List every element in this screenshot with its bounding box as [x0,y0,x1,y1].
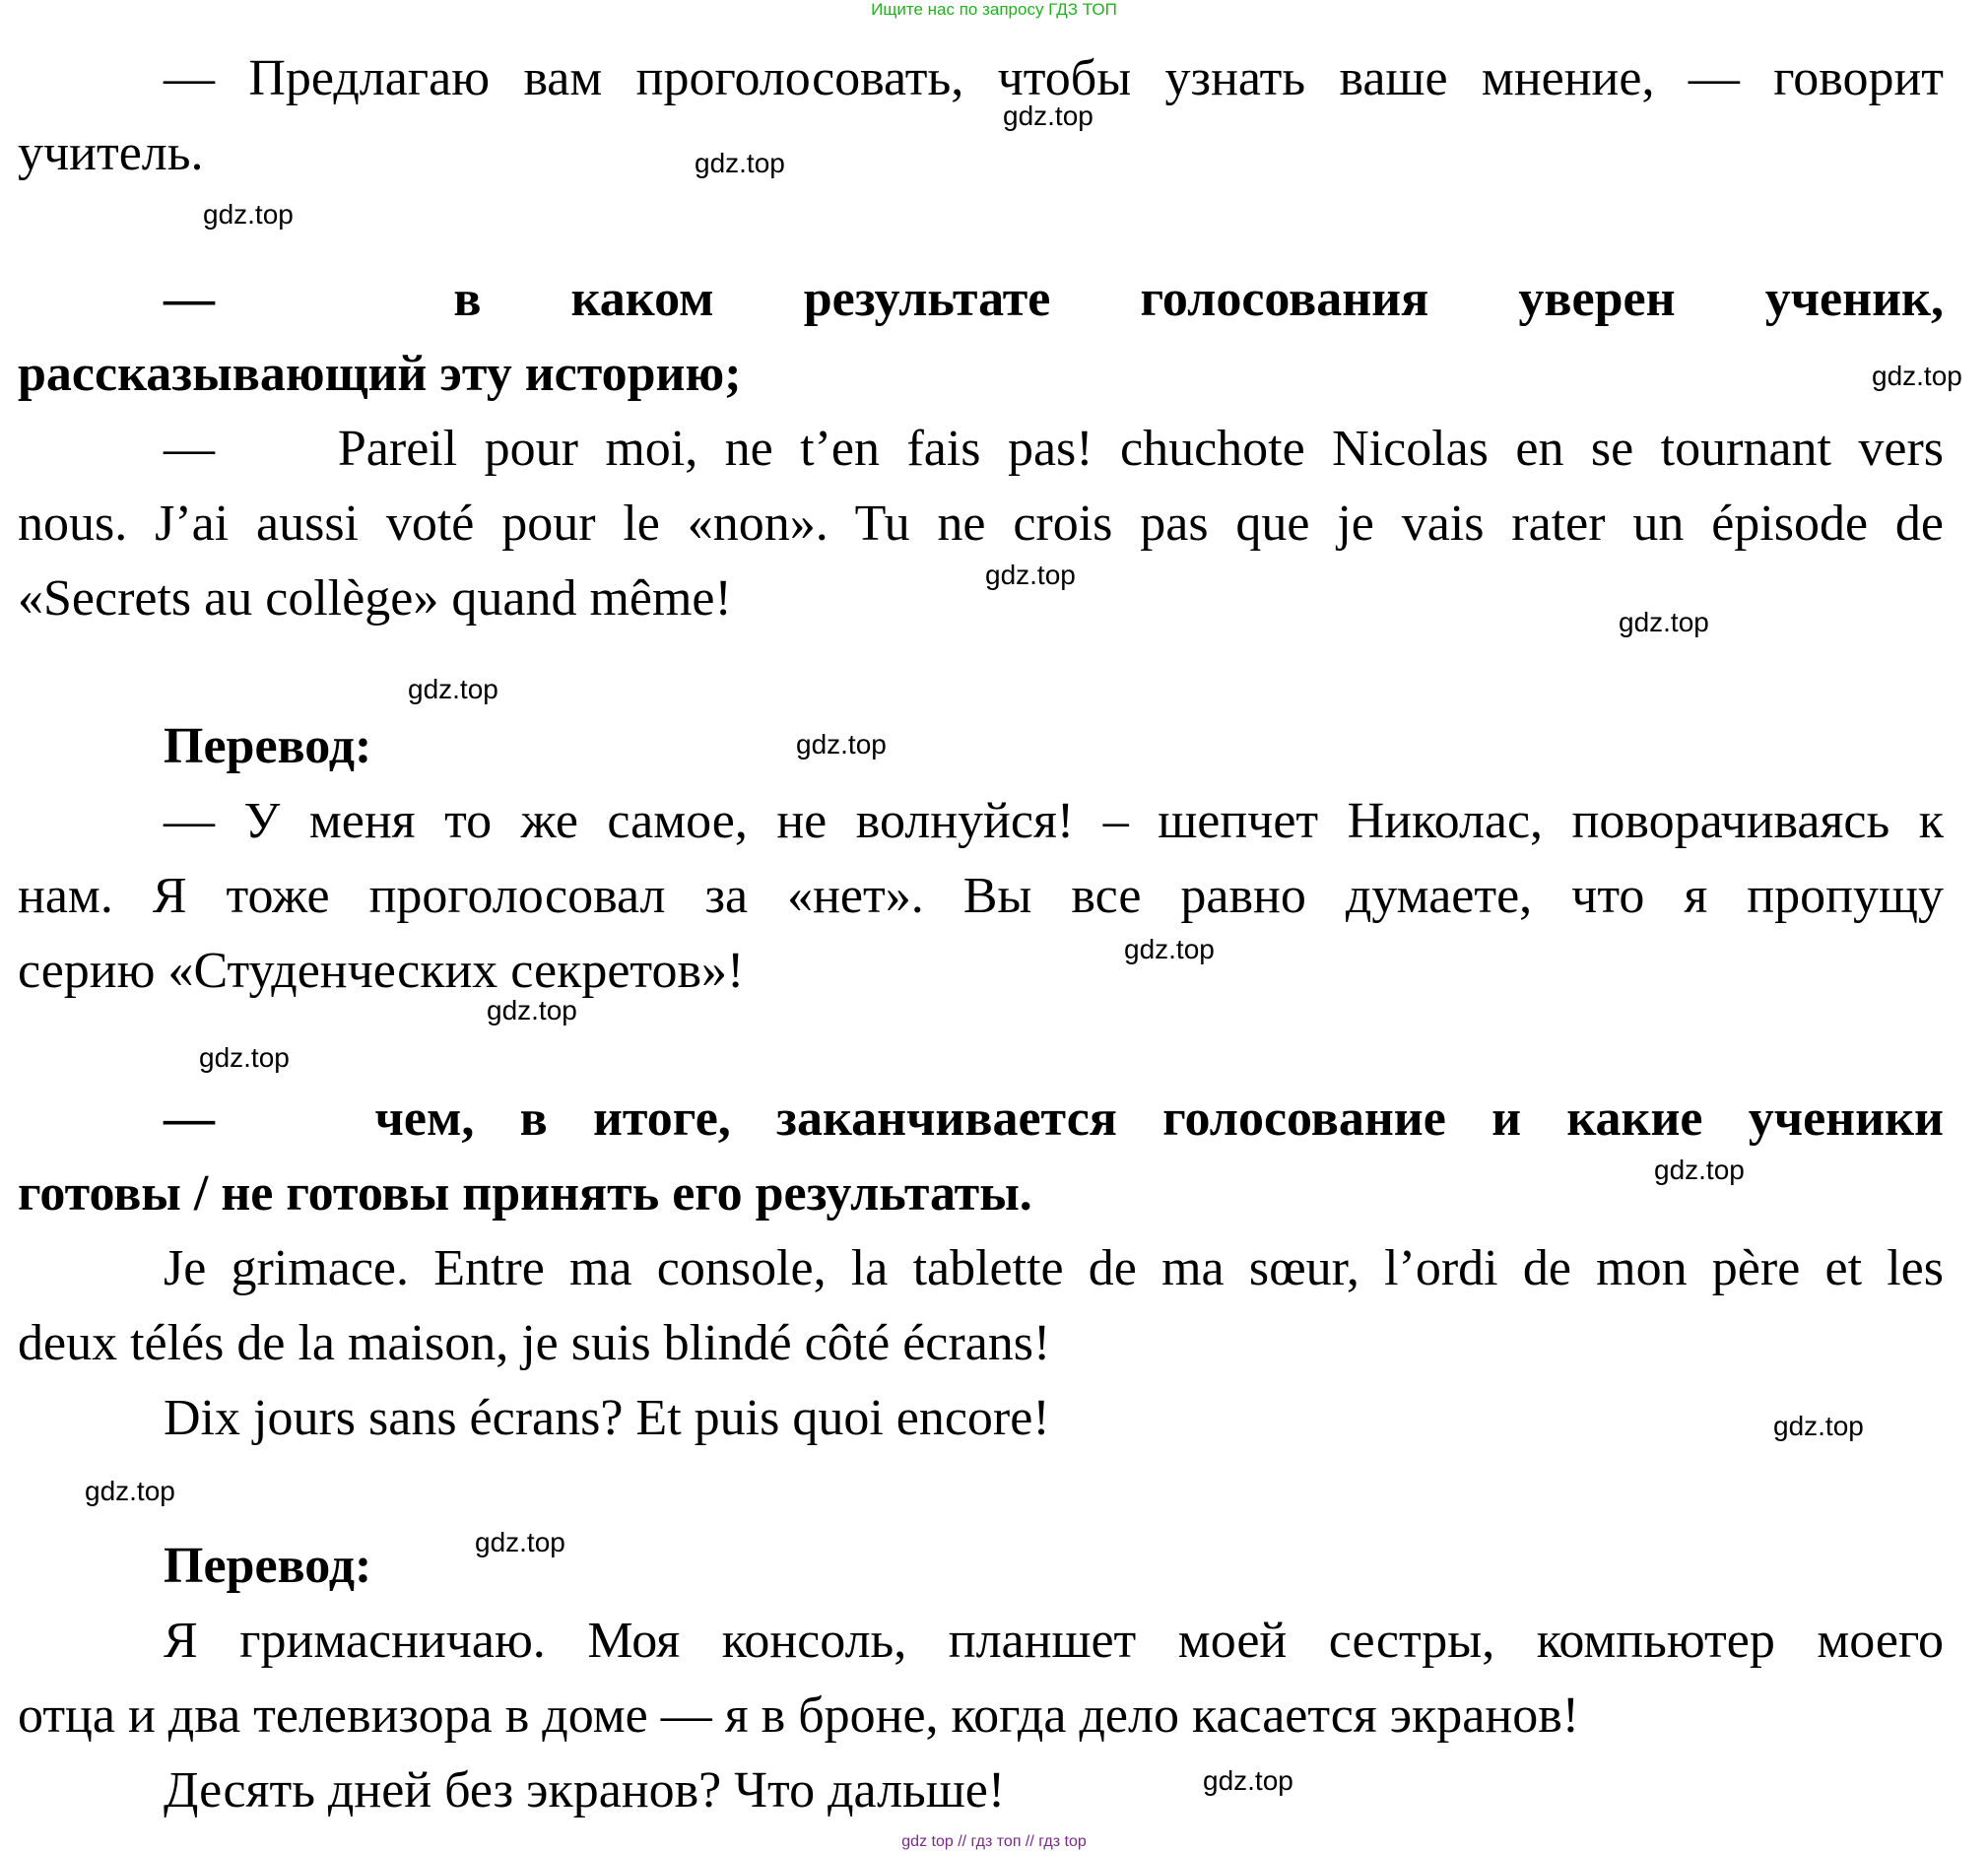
watermark: gdz.top [85,1476,175,1506]
translation-line: Десять дней без экранов? Что дальше! [164,1762,1006,1818]
question-text: в каком результате голосования уверен ученик, [453,271,1945,327]
translation-line: — У меня то же самое, не волнуйся! – шепчет Николас, поворачиваясь к [164,793,1944,849]
question-line [164,1082,1944,1157]
footer-link[interactable]: gdz top // гдз топ // гдз top [901,1833,1087,1850]
watermark: gdz.top [796,729,887,760]
paragraph-line: учитель. [18,125,204,181]
watermark: gdz.top [1003,100,1093,131]
paragraph-line: — Предлагаю вам проголосовать, чтобы узнать ваше мнение, — говорит [164,50,1944,106]
french-dash: — [164,421,215,477]
question-line [164,262,1944,337]
watermark: gdz.top [475,1527,565,1557]
header-link[interactable]: Ищите нас по запросу ГДЗ ТОП [871,0,1117,19]
question-text: чем, в итоге, заканчивается голосование и какие ученики [374,1091,1945,1147]
watermark: gdz.top [199,1042,290,1073]
watermark: gdz.top [487,995,577,1025]
french-line: Dix jours sans écrans? Et puis quoi encore! [164,1390,1050,1446]
watermark: gdz.top [1773,1411,1864,1441]
french-line: «Secrets au collège» quand même! [18,570,732,627]
question-line: готовы / не готовы принять его результаты. [18,1165,1032,1222]
watermark: gdz.top [1124,934,1215,964]
watermark: gdz.top [203,199,294,230]
translation-line: серию «Студенческих секретов»! [18,943,745,999]
french-line: deux télés de la maison, je suis blindé côté écrans! [18,1315,1051,1371]
translation-heading: Перевод: [164,718,372,774]
watermark: gdz.top [1203,1765,1293,1796]
translation-heading: Перевод: [164,1538,372,1594]
french-line: nous. J’ai aussi voté pour le «non». Tu ne crois pas que je vais rater un épisode de [18,496,1944,552]
translation-line: нам. Я тоже проголосовал за «нет». Вы все равно думаете, что я пропущу [18,868,1944,924]
watermark: gdz.top [408,674,498,704]
translation-line: отца и два телевизора в доме — я в броне, когда дело касается экранов! [18,1687,1580,1744]
watermark: gdz.top [1872,361,1962,391]
question-line: рассказывающий эту историю; [18,346,742,402]
watermark: gdz.top [985,560,1076,590]
french-text: Pareil pour moi, ne t’en fais pas! chuchote Nicolas en se tournant vers [337,421,1945,477]
watermark: gdz.top [1619,607,1709,637]
french-line [164,412,1944,487]
question-dash: — [164,271,215,327]
french-line: Je grimace. Entre ma console, la tablette de ma sœur, l’ordi de mon père et les [164,1240,1944,1296]
question-dash: — [164,1091,215,1147]
watermark: gdz.top [1654,1155,1745,1185]
translation-line: Я гримасничаю. Моя консоль, планшет моей сестры, компьютер моего [164,1613,1944,1669]
watermark: gdz.top [695,148,785,178]
